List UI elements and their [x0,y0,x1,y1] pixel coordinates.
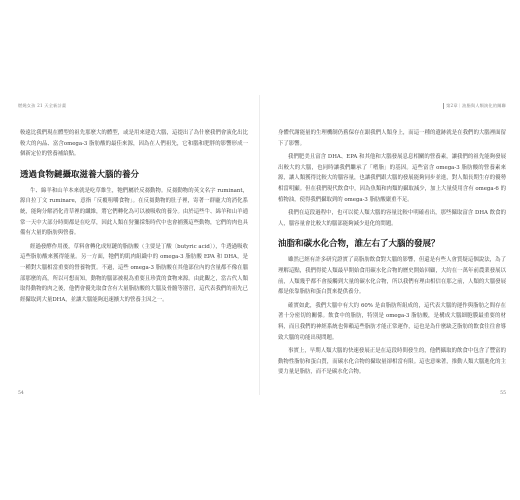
paragraph: 經過發酵作用後，草料會轉化成短鏈的脂肪酸（主要是丁酸〔butyric acid〕），牛透過吸收這些脂肪酸來獲得能量。另一方面，牠們的肌肉組織中的 omega-3 脂肪酸 EPA 和 DHA，是一種對大腦相當重要的營養物質。不過，這些 omega-3 脂肪酸在其他部位內的含量都不像在腦部那麼的高，所以可想而知，動物的腦部被視為重要且珍貴的食物來源。由此觀之，當古代人類取得動物的肉之後，他們會優先取食含有大量脂肪酸的大腦及骨髓等器官，這代表我們的祖先已經攝取到大量DHA，並讓大腦能夠迅速擴大的營養主因之一。 [20,243,248,303]
paragraph: 身體代謝能量的生理機制仍舊保存在跟我們人類身上，而這一種的遺跡就是在我們的大腦裡面留下了影響。 [278,130,506,147]
paragraph: 我們肥美且富含 DHA、EPA 和其他和大腦發展息息相關的營養素，讓我們的祖先能夠發展出較大的大腦，也同時讓我們繼承了「嗜脂」的基因。這些富含 omega-3 脂肪酸的營養素來源，讓人類獲得比較大的腦容量，也讓我們跟大腦的發展能夠同步並進，對人類長期生存的優勢相當明顯。但在我們現代飲食中，因為魚類和肉類的攝取減少，加上大量使用含有 omega-6 的植物油，使得我們攝取到的 omega-3 脂肪酸嚴重不足。 [278,154,506,203]
header-text: 第2章｜油脂與人類演化的關聯 [446,103,506,108]
paragraph: 較遠比我們現在體型的祖先那麼大的體型，或是用來建造大腦，這提出了為什麼我們會演化出比較大的內品、富含omega-3 脂肪酸的最佳來源，因為在人們祖先，它和腦和肥胖的影響形成一個新定位的營養補給點。 [20,130,248,158]
paragraph: 確實如此，我們大腦中有大約 60% 是由脂肪所組成的，這代表大腦的運作與脂肪之間存在著十分密切的關係。飲食中的脂肪，特別是 omega-3 脂肪酸，是構成大腦細胞膜最重要的材料，而且我們的神經系統也仰賴這些脂肪才能正常運作，這也是為什麼缺乏脂肪的飲食往往會導致大腦的功能出現問題。 [278,302,506,341]
paragraph: 我們在這段過程中，也可以從人類大腦的容量比較中明確看出，那些攝取富含 DHA 飲食的人，腦容量會比較大的腦部能夠減少退化的問題。 [278,210,506,227]
header-text: 燃燒女孩 21 天全新計畫 [18,103,67,108]
paragraph: 事實上，早期人類大腦的快速發展正是在這段時間發生的，他們攝取的飲食中包含了豐富的動物性脂肪和蛋白質，而碳水化合物的攝取量卻相當有限。這也意味著，推動人類大腦進化的主要力量是脂肪，而不是碳水化合物。 [278,348,506,376]
section-heading: 透過食物鏈攝取滋養大腦的養分 [20,169,140,180]
header-divider [443,103,444,109]
page-number: 54 [18,391,24,396]
right-page-body [278,128,506,381]
running-header [18,103,66,109]
paragraph: 牛、綿羊和山羊本來就是吃草維生，牠們屬於反芻動物。反芻動物的英文名字 ruminant，源自拉丁文 ruminare，意指「反覆咀嚼食物」。在反芻動物的肚子裡，寄著一群龐大的消化系統，能夠分解消化青草裡的纖維，將它們轉化為可以被吸收的養分。由於這些牛、綿羊和山羊通常一天中大部分時間都是在吃草，因此人類在狩獵採集時代中也會捕獲這些動物，它們的肉也具備有大量的脂肪與營養。 [20,187,248,237]
left-page-body [20,128,248,308]
section-heading: 油脂和碳水化合物，誰左右了大腦的發展？ [278,239,440,250]
right-page [260,0,520,500]
page-number: 55 [500,391,506,396]
paragraph: 雖然已經有許多研究證實了高脂肪飲食對大腦的影響，但還是有些人會質疑這個說法，為了理解這點，我們得從人類最早開始食用碳水化合物的歷史開始回顧，大約在一萬年前農業發展以前，人類幾乎都不會接觸到大量的碳水化合物，所以我們有理由相信在那之前，人類的大腦發展都是依靠脂肪和蛋白質來提供養分。 [278,257,506,296]
running-header [443,103,506,109]
